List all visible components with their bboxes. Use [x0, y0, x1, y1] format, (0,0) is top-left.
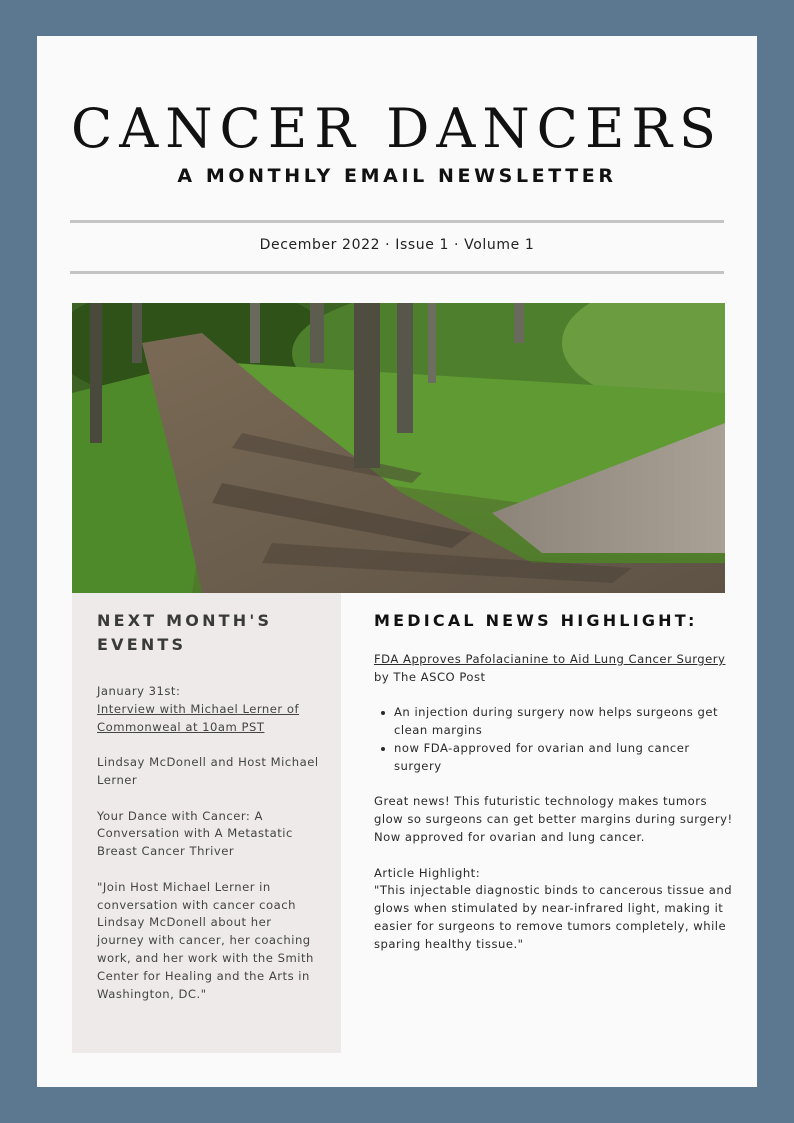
article-source: by The ASCO Post — [374, 669, 486, 684]
divider-top — [70, 220, 724, 223]
list-item: An injection during surgery now helps surgeons get clean margins — [394, 704, 734, 740]
list-item: now FDA-approved for ovarian and lung cancer surgery — [394, 740, 734, 776]
news-bullets — [374, 704, 734, 775]
highlight-label: Article Highlight: — [374, 865, 481, 880]
event-hosts: Lindsay McDonell and Host Michael Lerner — [97, 755, 319, 787]
news-summary: Great news! This futuristic technology makes tumors glow so surgeons can get better margins during surgery! Now approved for ovarian and lung cancer. — [374, 794, 733, 844]
events-heading: NEXT MONTH'S EVENTS — [97, 611, 273, 654]
event-description: "Join Host Michael Lerner in conversation with cancer coach Lindsay McDonell about her journey with cancer, her coaching work, and her work with the Smith Center for Healing and the Arts in Washington, DC." — [97, 879, 314, 1001]
news-heading: MEDICAL NEWS HIGHLIGHT: — [374, 611, 698, 630]
newsletter-title: CANCER DANCERS — [70, 97, 724, 160]
event-talk-title: Your Dance with Cancer: A Conversation with A Metastatic Breast Cancer Thriver — [97, 808, 293, 859]
issue-line: December 2022 · Issue 1 · Volume 1 — [259, 237, 535, 253]
article-link[interactable]: FDA Approves Pafolacianine to Aid Lung Cancer Surgery — [374, 652, 726, 666]
newsletter-page — [37, 36, 757, 1087]
news-column — [374, 609, 734, 954]
highlight-quote: "This injectable diagnostic binds to cancerous tissue and glows when stimulated by near-infrared light, making it easier for surgeons to remove tumors completely, while sparing healthy tissue." — [374, 883, 733, 951]
events-sidebar — [72, 593, 341, 1053]
newsletter-subtitle: A MONTHLY EMAIL NEWSLETTER — [177, 165, 617, 187]
event-link[interactable]: Interview with Michael Lerner of Commonweal at 10am PST — [97, 701, 300, 734]
forest-path-photo — [72, 303, 725, 593]
event-date: January 31st: — [97, 684, 181, 698]
divider-bottom — [70, 271, 724, 274]
news-article-line — [374, 651, 734, 687]
